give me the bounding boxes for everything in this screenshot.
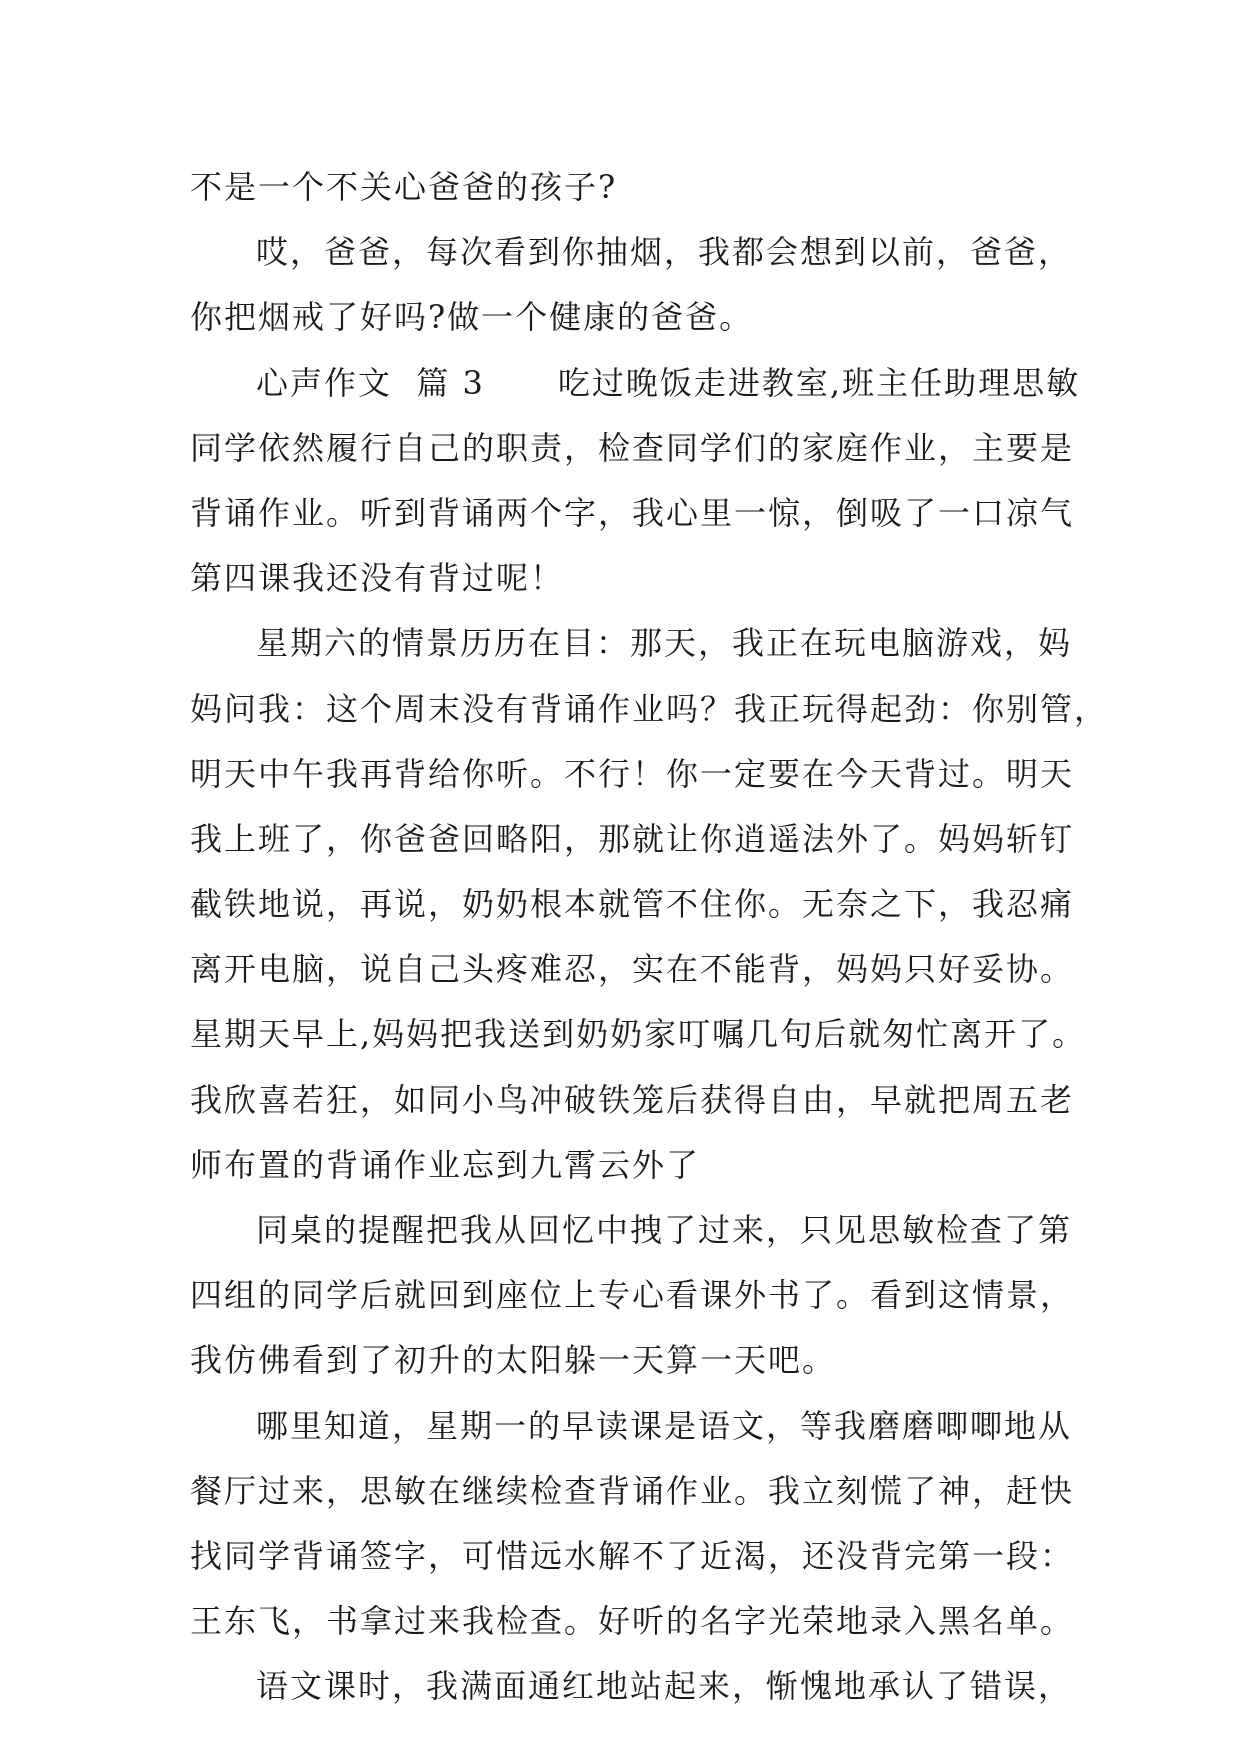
text-line: 不是一个不关心爸爸的孩子? xyxy=(190,168,618,206)
text-line: 找同学背诵签字，可惜远水解不了近渴，还没背完第一段： xyxy=(190,1536,1075,1575)
text-line: 四组的同学后就回到座位上专心看课外书了。看到这情景， xyxy=(190,1276,1075,1315)
text-line: 同桌的提醒把我从回忆中拽了过来，只见思敏检查了第 xyxy=(256,1211,1073,1249)
text-line: 明天中午我再背给你听。不行！你一定要在今天背过。明天 xyxy=(190,754,1075,793)
text-line: 离开电脑，说自己头疼难忍，实在不能背，妈妈只好妥协。 xyxy=(190,950,1075,989)
text-line: 师布置的背诵作业忘到九霄云外了 xyxy=(190,1145,701,1184)
text-line: 你把烟戒了好吗?做一个健康的爸爸。 xyxy=(190,298,754,337)
essay-text xyxy=(190,155,1109,1720)
text-line: 背诵作业。听到背诵两个字，我心里一惊，倒吸了一口凉气 xyxy=(190,493,1075,532)
section-heading-line: 心声作文 篇 3 吃过晚饭走进教室,班主任助理思敏 xyxy=(256,363,1081,402)
text-line: 我欣喜若狂，如同小鸟冲破铁笼后获得自由，早就把周五老 xyxy=(190,1080,1075,1119)
text-line: 星期六的情景历历在目：那天，我正在玩电脑游戏，妈 xyxy=(256,624,1073,663)
text-line: 我仿佛看到了初升的太阳躲一天算一天吧。 xyxy=(190,1341,837,1380)
text-line: 我上班了，你爸爸回略阳，那就让你逍遥法外了。妈妈斩钉 xyxy=(190,819,1075,858)
text-line: 哪里知道，星期一的早读课是语文，等我磨磨唧唧地从 xyxy=(256,1406,1073,1445)
text-line: 哎，爸爸，每次看到你抽烟，我都会想到以前，爸爸， xyxy=(256,233,1073,272)
text-line: 妈问我：这个周末没有背诵作业吗？我正玩得起劲：你别管， xyxy=(190,689,1109,728)
text-line: 语文课时，我满面通红地站起来，惭愧地承认了错误， xyxy=(256,1667,1073,1706)
text-line: 餐厅过来，思敏在继续检查背诵作业。我立刻慌了神，赶快 xyxy=(190,1471,1075,1510)
text-line: 同学依然履行自己的职责，检查同学们的家庭作业，主要是 xyxy=(190,428,1075,467)
text-line: 第四课我还没有背过呢！ xyxy=(190,559,565,598)
text-line: 王东飞，书拿过来我检查。好听的名字光荣地录入黑名单。 xyxy=(190,1602,1075,1641)
text-line: 星期天早上,妈妈把我送到奶奶家叮嘱几句后就匆忙离开了。 xyxy=(190,1015,1087,1054)
text-line: 截铁地说，再说，奶奶根本就管不住你。无奈之下，我忍痛 xyxy=(190,885,1075,924)
